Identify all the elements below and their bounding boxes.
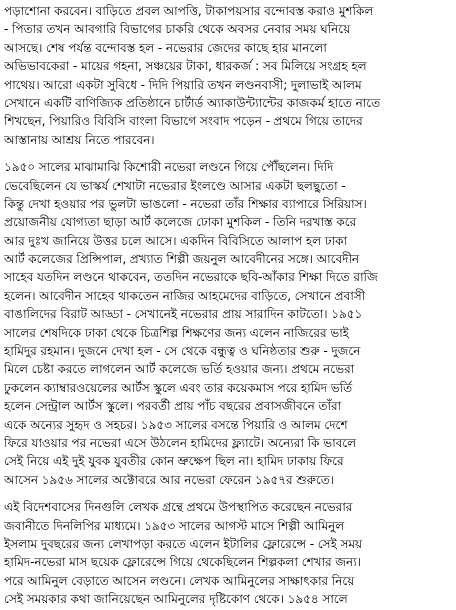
text-line: পড়াশোনা করবেন। বাড়িতে প্রবল আপত্তি, টাকাপয়সার বন্দোবস্ত করাও মুশকিল bbox=[4, 4, 374, 18]
text-line: কিন্তু দেখা হওয়ার পর ভুলটা ভাঙলো - নভেরা তাঁর শিক্ষার ব্যাপারে সিরিয়াস। bbox=[4, 196, 367, 211]
text-line: সেই সময়কার কথা জানিয়েছেন আমিনুলের দৃষ্টিকোণ থেকে। ১৯৫৪ সালে bbox=[4, 592, 348, 607]
paragraph-3 bbox=[4, 498, 452, 608]
paragraph-2 bbox=[4, 158, 452, 489]
text-line: সেখানে একটি বাণিজ্যিক প্রতিষ্ঠানে চার্টার্ড অ্যাকাউন্ট্যান্টের কাজকর্ম হাতে নাতে bbox=[4, 95, 381, 110]
text-line: আসেন ১৯৫৬ সালের অক্টোবরে আর নভেরা ফেরেন ১৯৫৭র শুরুতে। bbox=[4, 472, 334, 487]
text-line: জবানীতে দিনলিপির মাধ্যমে। ১৯৫৩ সালের আগস্ট মাসে শিল্পী আমিনুল bbox=[4, 518, 345, 533]
text-line: সালের শেষদিকে ঢাকা থেকে চিত্রশিল্প শিক্ষণের জন্য এলেন নাজিরের ভাই bbox=[4, 325, 349, 340]
text-line: সাহেব যতদিন লণ্ডনে থাকবেন, ততদিন নভেরাকে ছবি-আঁকার শিক্ষা দিতে রাজি bbox=[4, 270, 378, 285]
text-line: পরে আমিনুল বেড়াতে আসেন লণ্ডনে। লেখক আমিনুলের সাক্ষাৎকার নিয়ে bbox=[4, 573, 355, 588]
text-line: পাথেয়। আরো একটা সুবিধে - দিদি পিয়ারি তখন লণ্ডনবাসী; দুলাভাই আলম bbox=[4, 77, 362, 92]
text-line: হলেন সেন্ট্রাল আর্টস স্কুলে। পরবর্তী প্রায় পাঁচ বছরের প্রবাসজীবনে তাঁরা bbox=[4, 399, 342, 414]
text-line: এই বিদেশবাসের দিনগুলি লেখক গ্রন্থে প্রথমে উপস্থাপিত করেছেন নভেরার bbox=[4, 500, 353, 515]
text-line: প্রয়োজনীয় যোগ্যতা ছাড়া আর্ট কলেজে ঢোকা মুশকিল - তিনি দরখাস্ত করে bbox=[4, 215, 357, 230]
text-line: সেই নিয়ে এই দুই যুবক যুবতীর কোন ভ্রুক্ষেপ ছিল না। হামিদ ঢাকায় ফিরে bbox=[4, 454, 344, 469]
text-line: অভিভাবকেরা - মায়ের গহনা, সঞ্চয়ের টাকা, ধারকর্জ : সব মিলিয়ে সংগ্রহ হল bbox=[4, 59, 367, 74]
text-line: ১৯৫০ সালের মাঝামাঝি কিশোরী নভেরা লণ্ডনে গিয়ে পৌঁছলেন। দিদি bbox=[4, 160, 334, 175]
text-line: ঢুকলেন ক্যাম্বারওয়েলের আর্টস স্কুলে এবং তার কয়েকমাস পরে হামিদ ভর্তি bbox=[4, 380, 353, 395]
text-line: আর্ট কলেজের প্রিন্সিপাল, প্রখ্যাত শিল্পী জয়নুল আবেদীনের সঙ্গে। আবেদীন bbox=[4, 252, 360, 267]
text-line: ভেবেছিলেন যে ভাস্কর্য শেখাটা নভেরার ইংলণ্ডে আসার একটা ছলছুতো - bbox=[4, 178, 346, 193]
text-line: - পিতার তখন আবগারি বিভাগের চাকরি থেকে অবসর নেবার সময় ঘনিয়ে bbox=[4, 22, 351, 37]
paragraph-gap bbox=[4, 489, 452, 498]
text-line: হামিদ-নভেরা মাস ছয়েক ফ্লোরেন্সে গিয়ে থেকেছিলেন শিল্পকলা শেখার জন্য। bbox=[4, 555, 361, 570]
text-line: একে অন্যের সুহৃদ ও সহচর। ১৯৫৩ সালের বসন্তে পিয়ারি ও আলম দেশে bbox=[4, 417, 348, 432]
paragraph-1 bbox=[4, 2, 452, 149]
paragraph-gap bbox=[4, 149, 452, 158]
text-line: হামিদুর রহমান। দুজনে দেখা হল - সে থেকে বন্ধুত্ব ও ঘনিষ্ঠতার শুরু - দুজনে bbox=[4, 344, 361, 359]
text-line: ফিরে যাওয়ার পর নভেরা এসে উঠলেন হামিদের ফ্ল্যাটে। অন্যেরা কি ভাবলে bbox=[4, 435, 357, 450]
text-line: মিলে চেষ্টা করতে লাগলেন আর্ট কলেজে ভর্তি হওয়ার জন্য। প্রথমে নভেরা bbox=[4, 362, 355, 377]
text-line: ইসলাম দুবছরের জন্য লেখাপড়া করতে এলেন ইটালির ফ্লোরেন্সে - সেই সময় bbox=[4, 536, 363, 551]
text-line: আসছে। শেষ পর্যন্ত বন্দোবস্ত হল - নভেরার জেদের কাছে হার মানলো bbox=[4, 40, 327, 55]
text-line: আস্তানায় আশ্রয় নিতে পারবেন। bbox=[4, 132, 155, 147]
text-line: আর দুঃখ জানিয়ে উত্তর চলে আসে। একদিন বিবিসিতে আলাপ হল ঢাকা bbox=[4, 233, 347, 248]
text-line: হলেন। আবেদীন সাহেব থাকতেন নাজির আহমেদের বাড়িতে, সেখানে প্রবাসী bbox=[4, 288, 366, 303]
text-line: শিখছেন, পিয়ারিও বিবিসি বাংলা বিভাগে সংবাদ পড়েন - প্রথমে গিয়ে তাদের bbox=[4, 114, 363, 129]
text-line: বাঙালিদের বিরাট আড্ডা - সেখানেই নভেরার প্রায় সারাদিন কাটতো। ১৯৫১ bbox=[4, 307, 363, 322]
